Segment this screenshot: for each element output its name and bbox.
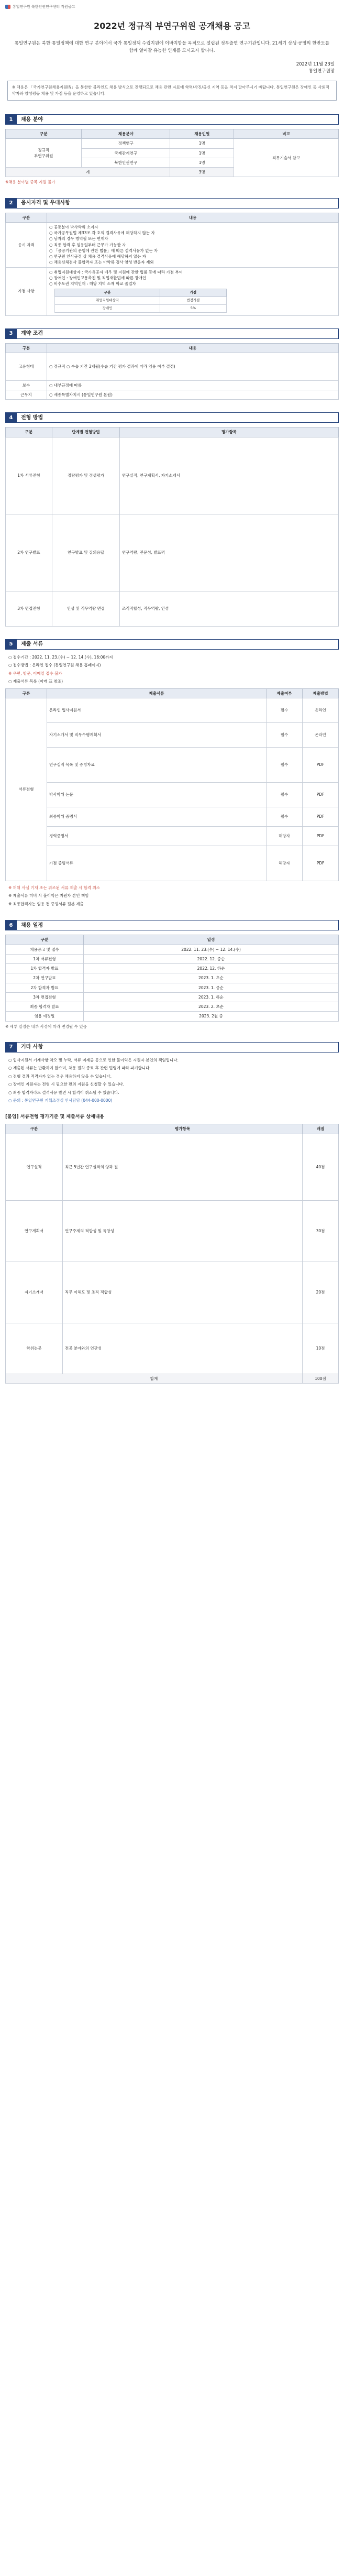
doc-name: 경력증명서 [47,826,267,846]
eval-label: 연구실적 [6,1134,63,1200]
documents-table [5,688,339,881]
doc-required: 필수 [267,722,303,747]
eval-total: 100점 [303,1374,339,1383]
section-title: 채용 분야 [17,114,339,125]
section-number: 3 [5,328,17,339]
section-number: 1 [5,114,17,125]
section-title: 전형 방법 [17,412,339,423]
stage-criteria: 조직적합성, 직무역량, 인성 [120,591,339,626]
schedule-note: ※ 세부 일정은 내부 사정에 따라 변경될 수 있음 [5,1024,87,1029]
schedule-date: 2022. 12. 하순 [84,964,339,973]
list-item: ※ 우편, 방문, 이메일 접수 불가 [8,671,62,676]
doc-method: 온라인 [303,698,339,722]
section-number: 2 [5,198,17,209]
section-number: 7 [5,1042,17,1053]
doc-method: PDF [303,826,339,846]
stage-method: 정량평가 및 정성평가 [52,437,120,514]
schedule-label: 2차 합격자 발표 [6,983,84,992]
list-item: ○ 취업지원대상자 : 국가유공자 예우 및 지원에 관한 법률 등에 따라 가점 부여 [49,269,183,275]
eval-score: 40점 [303,1134,339,1200]
eval-score: 20점 [303,1262,339,1323]
table-cell: 취업지원대상자 [55,297,160,305]
eval-criteria: 연구주제의 적합성 및 독창성 [63,1200,303,1262]
table-header: 구분 [6,1124,63,1134]
table-header: 구분 [6,129,82,139]
section-5-heading [5,639,339,650]
field-cell: 정책연구 [82,139,170,148]
table-header: 제출여부 [267,688,303,698]
list-item: ○ 제출된 서류는 반환하지 않으며, 채용 절차 종료 후 관련 법령에 따라 파기합니다. [8,1066,151,1071]
table-header: 제출서류 [47,688,267,698]
list-item: ○ 입사지원서 기재사항 착오 및 누락, 서류 미제출 등으로 인한 불이익은 지원자 본인의 책임입니다. [8,1057,179,1062]
doc-required: 해당자 [267,846,303,881]
table-cell: 장애인 [55,304,160,312]
list-item: ○ 문의 : 통일연구원 기획조정실 인사담당 (044-000-0000) [8,1098,113,1103]
list-item: ○ 제출서류 목록 (아래 표 참조) [8,679,63,684]
stage-criteria: 연구실적, 연구계획서, 자기소개서 [120,437,339,514]
eval-score: 10점 [303,1323,339,1374]
field-cell: 북한인권연구 [82,158,170,167]
top-bar [5,3,339,10]
doc-name: 최종학위 증명서 [47,807,267,826]
table-header: 배점 [303,1124,339,1134]
eval-label: 자기소개서 [6,1262,63,1323]
list-item: ○ 비수도권 지역인재 : 해당 지역 소재 학교 졸업자 [49,281,136,287]
doc-method: PDF [303,782,339,807]
count-cell: 1명 [170,158,234,167]
row-label: 가점 사항 [6,267,47,315]
row-label: 근무지 [6,390,47,400]
table-header: 구분 [55,289,160,297]
schedule-label: 1차 합격자 발표 [6,964,84,973]
qualification-table [5,213,339,316]
list-item: ※ 허위 사실 기재 또는 위조된 서류 제출 시 합격 취소 [8,885,101,890]
doc-name: 박사학위 논문 [47,782,267,807]
section-title: 계약 조건 [17,328,339,339]
table-header: 가점 [160,289,227,297]
doc-method: 온라인 [303,722,339,747]
appendix-heading: [붙임] 서류전형 평가기준 및 제출서류 상세내용 [5,1114,105,1120]
list-item: ○ 공통분야 박사학위 소지자 [49,224,98,229]
table-header: 구분 [6,688,47,698]
section-number: 4 [5,412,17,423]
schedule-date: 2022. 11. 23.(수) ~ 12. 14.(수) [84,945,339,954]
stage-method: 인성 및 직무역량 면접 [52,591,120,626]
doc-method: PDF [303,807,339,826]
evaluation-table [5,1124,339,1384]
stage-criteria: 연구역량, 전문성, 발표력 [120,514,339,591]
doc-name: 자기소개서 및 직무수행계획서 [47,722,267,747]
schedule-label: 최종 합격자 발표 [6,1002,84,1012]
total-count: 3명 [170,168,234,177]
table-header: 구분 [6,343,47,353]
list-item: ○ 최종 합격 후 임용일부터 근무가 가능한 자 [49,242,126,247]
doc-required: 해당자 [267,826,303,846]
contract-table [5,343,339,400]
table-header: 내용 [47,343,339,353]
eval-criteria: 최근 5년간 연구실적의 양과 질 [63,1134,303,1200]
announce-date: 2022년 11월 23일 [296,61,335,67]
schedule-label: 2차 연구발표 [6,973,84,983]
section-title: 응시자격 및 우대사항 [17,198,339,209]
doc-required: 필수 [267,807,303,826]
table-header: 비고 [234,129,339,139]
stage-label: 3차 면접전형 [6,591,52,626]
misc-items [5,1057,339,1104]
page-title: 2022년 정규직 부연구위원 공개채용 공고 [94,21,250,31]
schedule-label: 1차 서류전형 [6,954,84,963]
table-header: 평가항목 [120,427,339,437]
list-item: ※ 최종합격자는 임용 전 증빙서류 원본 제출 [8,901,84,906]
group-cell: 서류전형 [6,698,47,881]
list-item: ○ 국가공무원법 제33조 각 호의 결격사유에 해당하지 않는 자 [49,231,155,236]
section-title: 제출 서류 [17,639,339,650]
schedule-date: 2023. 2월 중 [84,1012,339,1021]
schedule-date: 2023. 1. 중순 [84,983,339,992]
doc-name: 가점 증빙서류 [47,846,267,881]
doc-name: 연구실적 목록 및 증빙자료 [47,747,267,782]
table-header: 일정 [84,935,339,945]
table-cell: 법정가점 [160,297,227,305]
section-number: 6 [5,920,17,930]
doc-required: 필수 [267,747,303,782]
eval-score: 30점 [303,1200,339,1262]
table-header: 제출방법 [303,688,339,698]
table-cell: 5% [160,304,227,312]
blind-notice: ※ 채용은 「국가연구원채용지원IN」을 통한한 블라인드 채용 방식으로 진행되므로 채용 관련 자료에 학력/사진/출신 지역 등을 적지 말아주시기 바랍니다. 통일연구원은 장애인 등 사회적약자와 양성평등 채용 및 가점 등을 운영하고 있습니다. [7,81,337,101]
section-2-heading [5,198,339,209]
row-label: 응시 자격 [6,222,47,267]
table-header: 구분 [6,213,47,222]
table-cell: ○ 정규직 ○ 수습 기간 3개월(수습 기간 평가 결과에 따라 임용 여부 결정) [47,353,339,380]
eval-criteria: 전공 분야와의 연관성 [63,1323,303,1374]
table-header: 단계별 전형방법 [52,427,120,437]
row-label: 보수 [6,380,47,390]
table-header: 구분 [6,427,52,437]
list-item: ※ 제출서류 미비 시 불이익은 지원자 본인 책임 [8,893,89,898]
list-item: ○ 남자의 경우 병역필 또는 면제자 [49,236,108,242]
application-info [5,654,339,685]
schedule-date: 2023. 2. 초순 [84,1002,339,1012]
intro-text: 통일연구원은 북한·통일정책에 대한 연구 분야에서 국가 통일정책 수립지원에 이바지함을 목적으로 설립된 정부출연 연구기관입니다. 21세기 상생·공영의 한반도를 함께 열어갈 유능한 인재를 모시고자 합니다. [14,41,330,54]
schedule-date: 2022. 12. 중순 [84,954,339,963]
table-header: 내용 [47,213,339,222]
bonus-subtable [54,289,227,312]
table-header: 평가항목 [63,1124,303,1134]
bonus-items [47,267,339,315]
table-cell: ○ 세종특별자치시 (통일연구원 본원) [47,390,339,400]
doc-required: 필수 [267,782,303,807]
list-item: ○ 접수방법 : 온라인 접수 (통일연구원 채용 홈페이지) [8,663,101,668]
eval-label: 학위논문 [6,1323,63,1374]
total-label: 계 [6,168,170,177]
count-cell: 1명 [170,148,234,158]
table-header: 채용분야 [82,129,170,139]
section-6-heading [5,920,339,930]
eval-criteria: 직무 이해도 및 조직 적합성 [63,1262,303,1323]
section-number: 5 [5,639,17,650]
doc-name: 온라인 입사지원서 [47,698,267,722]
document-page [5,0,339,1436]
table-header: 채용인원 [170,129,234,139]
note-cell: 직무기술서 참고 [234,139,339,177]
list-item: ○ 「공공기관의 운영에 관한 법률」에 따른 결격사유가 없는 자 [49,248,158,253]
section-title: 기타 사항 [17,1042,339,1053]
schedule-date: 2023. 1. 초순 [84,973,339,983]
duplicate-warning: ※채용 분야별 중복 지원 불가 [5,180,56,185]
stage-method: 연구발표 및 질의응답 [52,514,120,591]
doc-required: 필수 [267,698,303,722]
field-cell: 국제관계연구 [82,148,170,158]
list-item: ○ 접수기간 : 2022. 11. 23.(수) ~ 12. 14.(수), 16:00까지 [8,654,113,660]
row-label: 고용형태 [6,353,47,380]
selection-table [5,427,339,626]
section-3-heading [5,328,339,339]
stage-label: 2차 연구발표 [6,514,52,591]
section-4-heading [5,412,339,423]
stage-label: 1차 서류전형 [6,437,52,514]
schedule-date: 2023. 1. 하순 [84,992,339,1002]
list-item: ○ 채용신체검사 불합격자 또는 마약류 검사 양성 반응자 제외 [49,260,154,265]
schedule-label: 3차 면접전형 [6,992,84,1002]
count-cell: 1명 [170,139,234,148]
eval-total-label: 합계 [6,1374,303,1383]
list-item: ○ 최종 합격자라도 결격사유 발견 시 합격이 취소될 수 있습니다. [8,1090,119,1095]
header-org: 통일연구원 북한인권연구센터 직원공고 [13,4,75,9]
list-item: ○ 장애인 지원자는 전형 시 필요한 편의 지원을 신청할 수 있습니다. [8,1082,125,1087]
schedule-label: 임용 예정일 [6,1012,84,1021]
institute-logo-icon [5,5,10,9]
section-7-heading [5,1042,339,1053]
list-item: ○ 장애인 : 장애인고용촉진 및 직업재활법에 따른 장애인 [49,275,147,280]
org-name: 통일연구원장 [308,69,335,74]
group-cell: 정규직 부연구위원 [6,139,82,168]
schedule-table [5,935,339,1021]
table-cell: ○ 내부규정에 따름 [47,380,339,390]
documents-notes [5,884,339,908]
recruit-field-table [5,129,339,177]
section-title: 채용 일정 [17,920,339,930]
qualification-items [47,222,339,267]
doc-method: PDF [303,846,339,881]
schedule-label: 채용공고 및 접수 [6,945,84,954]
list-item: ○ 연구원 인사규정 상 채용 결격사유에 해당하지 않는 자 [49,254,147,259]
date-block [5,61,339,75]
section-1-heading [5,114,339,125]
eval-label: 연구계획서 [6,1200,63,1262]
table-header: 구분 [6,935,84,945]
list-item: ○ 전형 결과 적격자가 없는 경우 채용하지 않을 수 있습니다. [8,1073,112,1079]
doc-method: PDF [303,747,339,782]
